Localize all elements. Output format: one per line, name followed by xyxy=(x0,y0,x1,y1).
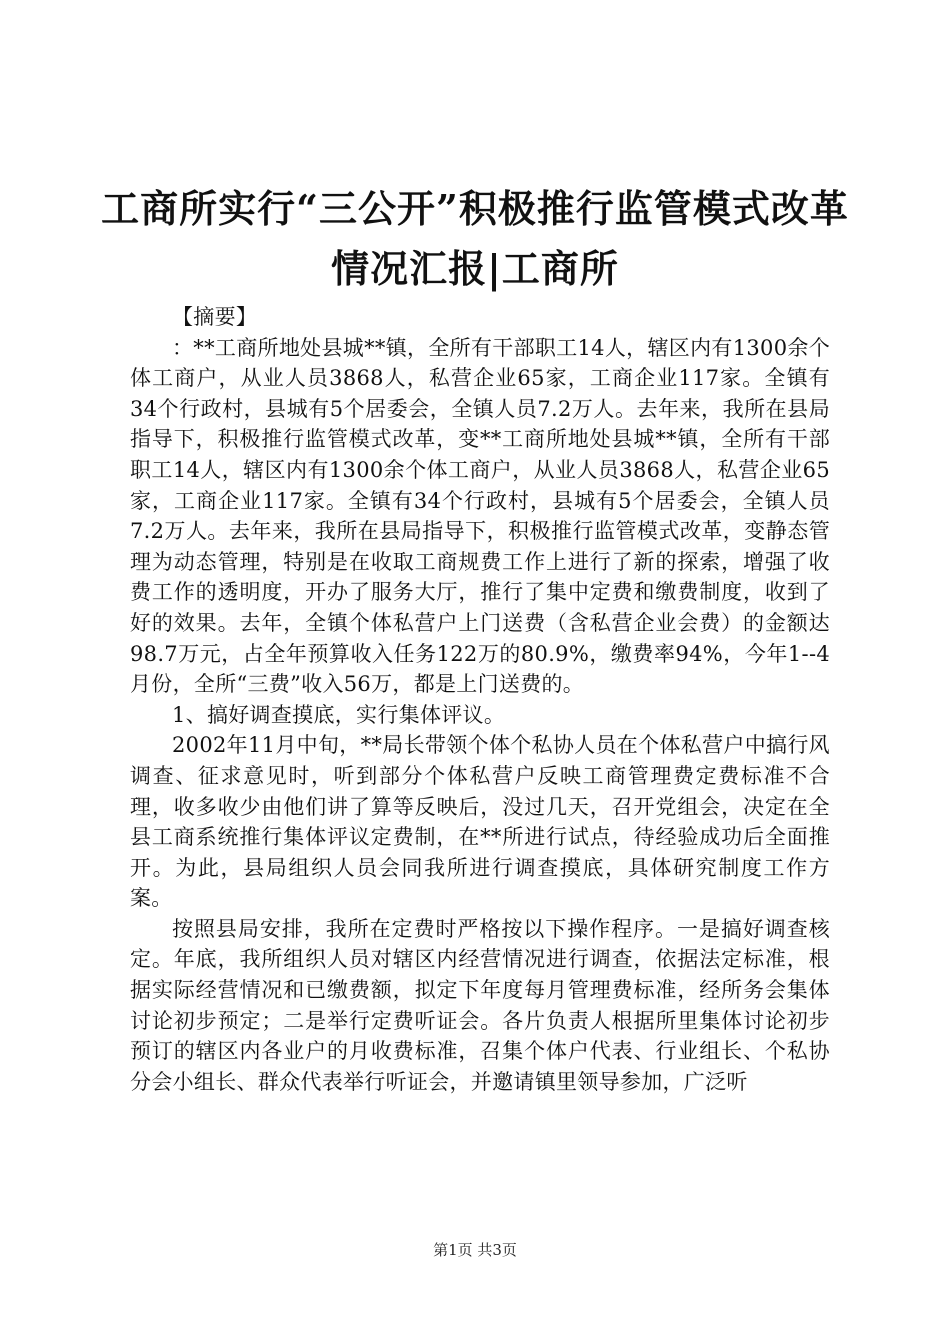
document-body xyxy=(130,302,830,1097)
paragraph-procedure: 按照县局安排，我所在定费时严格按以下操作程序。一是搞好调查核定。年底，我所组织人员对辖区内经营情况进行调查，依据法定标准，根据实际经营情况和已缴费额，拟定下年度每月管理费标准，经所务会集体讨论初步预定；二是举行定费听证会。各片负责人根据所里集体讨论初步预订的辖区内各业户的月收费标准，召集个体户代表、行业组长、个私协分会小组长、群众代表举行听证会，并邀请镇里领导参加，广泛听 xyxy=(130,916,830,1094)
section-heading-1: 1、搞好调查摸底，实行集体评议。 xyxy=(172,702,506,727)
paragraph-survey: 2002年11月中旬，**局长带领个体个私协人员在个体私营户中搞行风调查、征求意见时，听到部分个体私营户反映工商管理费定费标准不合理，收多收少由他们讲了算等反映后，没过几天，召开党组会，决定在全县工商系统推行集体评议定费制，在**所进行试点，待经验成功后全面推开。为此，县局组织人员会同我所进行调查摸底，具体研究制度工作方案。 xyxy=(130,733,830,911)
paragraph-abstract: ：**工商所地处县城**镇，全所有干部职工14人，辖区内有1300余个体工商户，从业人员3868人，私营企业65家，工商企业117家。全镇有34个行政村，县城有5个居委会，全镇人员7.2万人。去年来，我所在县局指导下，积极推行监管模式改革，变**工商所地处县城**镇，全所有干部职工14人，辖区内有1300余个体工商户，从业人员3868人，私营企业65家，工商企业117家。全镇有34个行政村，县城有5个居委会，全镇人员7.2万人。去年来，我所在县局指导下，积极推行监管模式改革，变静态管理为动态管理，特别是在收取工商规费工作上进行了新的探索，增强了收费工作的透明度，开办了服务大厅，推行了集中定费和缴费制度，收到了好的效果。去年，全镇个体私营户上门送费（含私营企业会费）的金额达98.7万元，占全年预算收入任务122万的80.9%，缴费率94%，今年1--4月份，全所“三费”收入56万，都是上门送费的。 xyxy=(130,335,830,697)
page-footer: 第1页 共3页 xyxy=(433,1241,517,1259)
document-title-line-1: 工商所实行“三公开”积极推行监管模式改革 xyxy=(101,186,849,231)
abstract-label: 【摘要】 xyxy=(172,305,258,329)
document-title-line-2: 情况汇报|工商所 xyxy=(331,246,619,291)
